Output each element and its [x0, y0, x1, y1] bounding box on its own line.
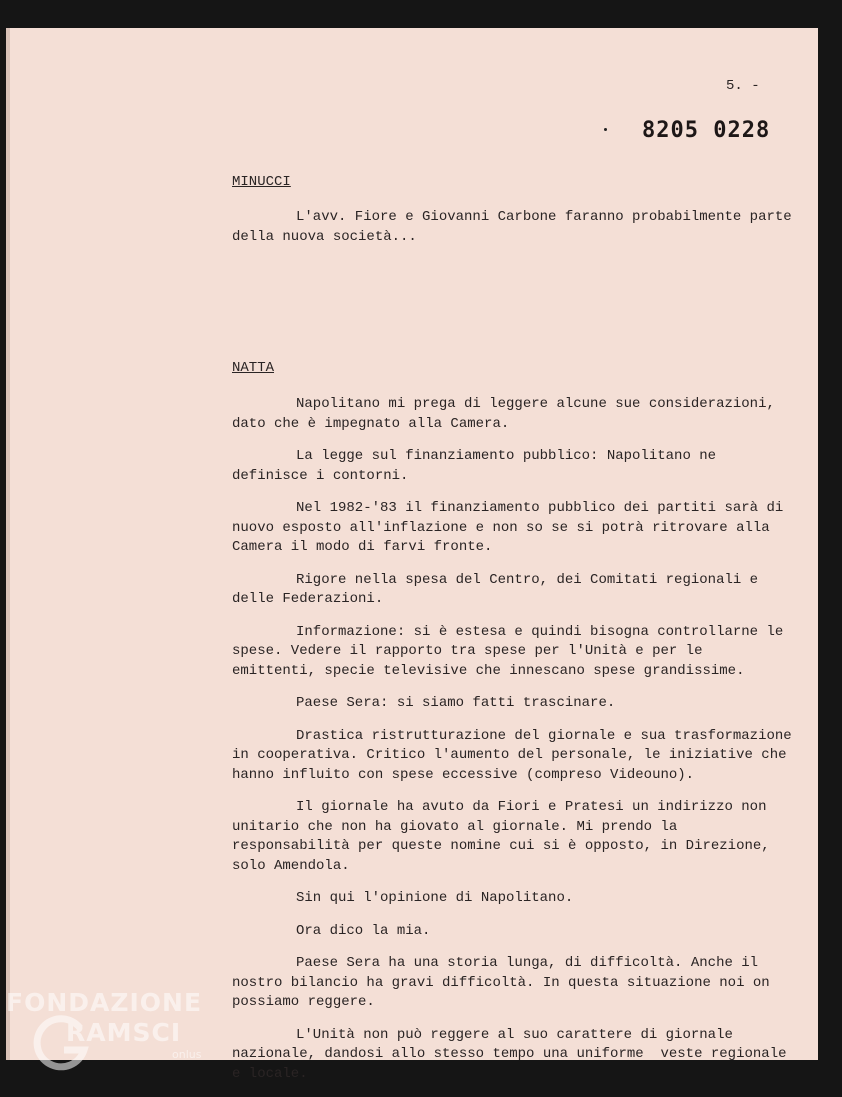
natta-text — [232, 395, 801, 1097]
paragraph: L'avv. Fiore e Giovanni Carbone faranno probabilmente parte della nuova società... — [232, 209, 801, 245]
paragraph: Nel 1982-'83 il finanziamento pubblico dei partiti sarà di nuovo esposto all'inflazione e non so se si potrà ritrovare alla Camera il modo di farvi fronte. — [232, 500, 792, 555]
archive-stamp: 8205 0228 — [642, 118, 771, 143]
paragraph: Paese Sera: si siamo fatti trascinare. — [296, 695, 616, 711]
paragraph: Paese Sera ha una storia lunga, di difficoltà. Anche il nostro bilancio ha gravi difficoltà. In questa situazione noi on possiamo reggere. — [232, 955, 779, 1010]
paragraph: Sin qui l'opinione di Napolitano. — [296, 890, 574, 906]
minucci-text — [232, 208, 801, 260]
paragraph: Drastica ristrutturazione del giornale e sua trasformazione in cooperativa. Critico l'aumento del personale, le iniziative che hanno influito con spese eccessive (compreso Videouno). — [232, 727, 801, 783]
stamp-dot — [604, 128, 607, 131]
paragraph: Ora dico la mia. — [296, 922, 431, 939]
binding-edge — [6, 28, 10, 1060]
watermark-suffix: onlus — [172, 1048, 202, 1061]
paragraph: Napolitano mi prega di leggere alcune sue considerazioni, dato che è impegnato alla Camera. — [232, 396, 784, 432]
watermark-line1: FONDAZIONE — [6, 988, 203, 1017]
paragraph: Il giornale ha avuto da Fiori e Pratesi un indirizzo non unitario che non ha giovato al giornale. Mi prendo la responsabilità per queste nomine cui si è opposto, in Direzione, solo Amendola. — [232, 799, 779, 874]
paragraph: La legge sul finanziamento pubblico: Napolitano ne definisce i contorni. — [232, 448, 725, 484]
speaker-heading-natta: NATTA — [232, 360, 275, 376]
paragraph: Rigore nella spesa del Centro, dei Comitati regionali e delle Federazioni. — [232, 571, 767, 607]
speaker-heading-minucci: MINUCCI — [232, 174, 291, 190]
paragraph: L'Unità non può reggere al suo carattere di giornale nazionale, dandosi allo stesso tempo una uniforme veste regionale e locale. — [232, 1026, 795, 1082]
page-number: 5. - — [726, 78, 760, 94]
watermark-line2: RAMSCI — [66, 1018, 182, 1047]
paragraph: Informazione: si è estesa e quindi bisogna controllarne le spese. Vedere il rapporto tra spese per l'Unità e per le emittenti, specie televisive che innescano spese grandissime. — [232, 623, 792, 679]
document-page — [6, 28, 818, 1082]
